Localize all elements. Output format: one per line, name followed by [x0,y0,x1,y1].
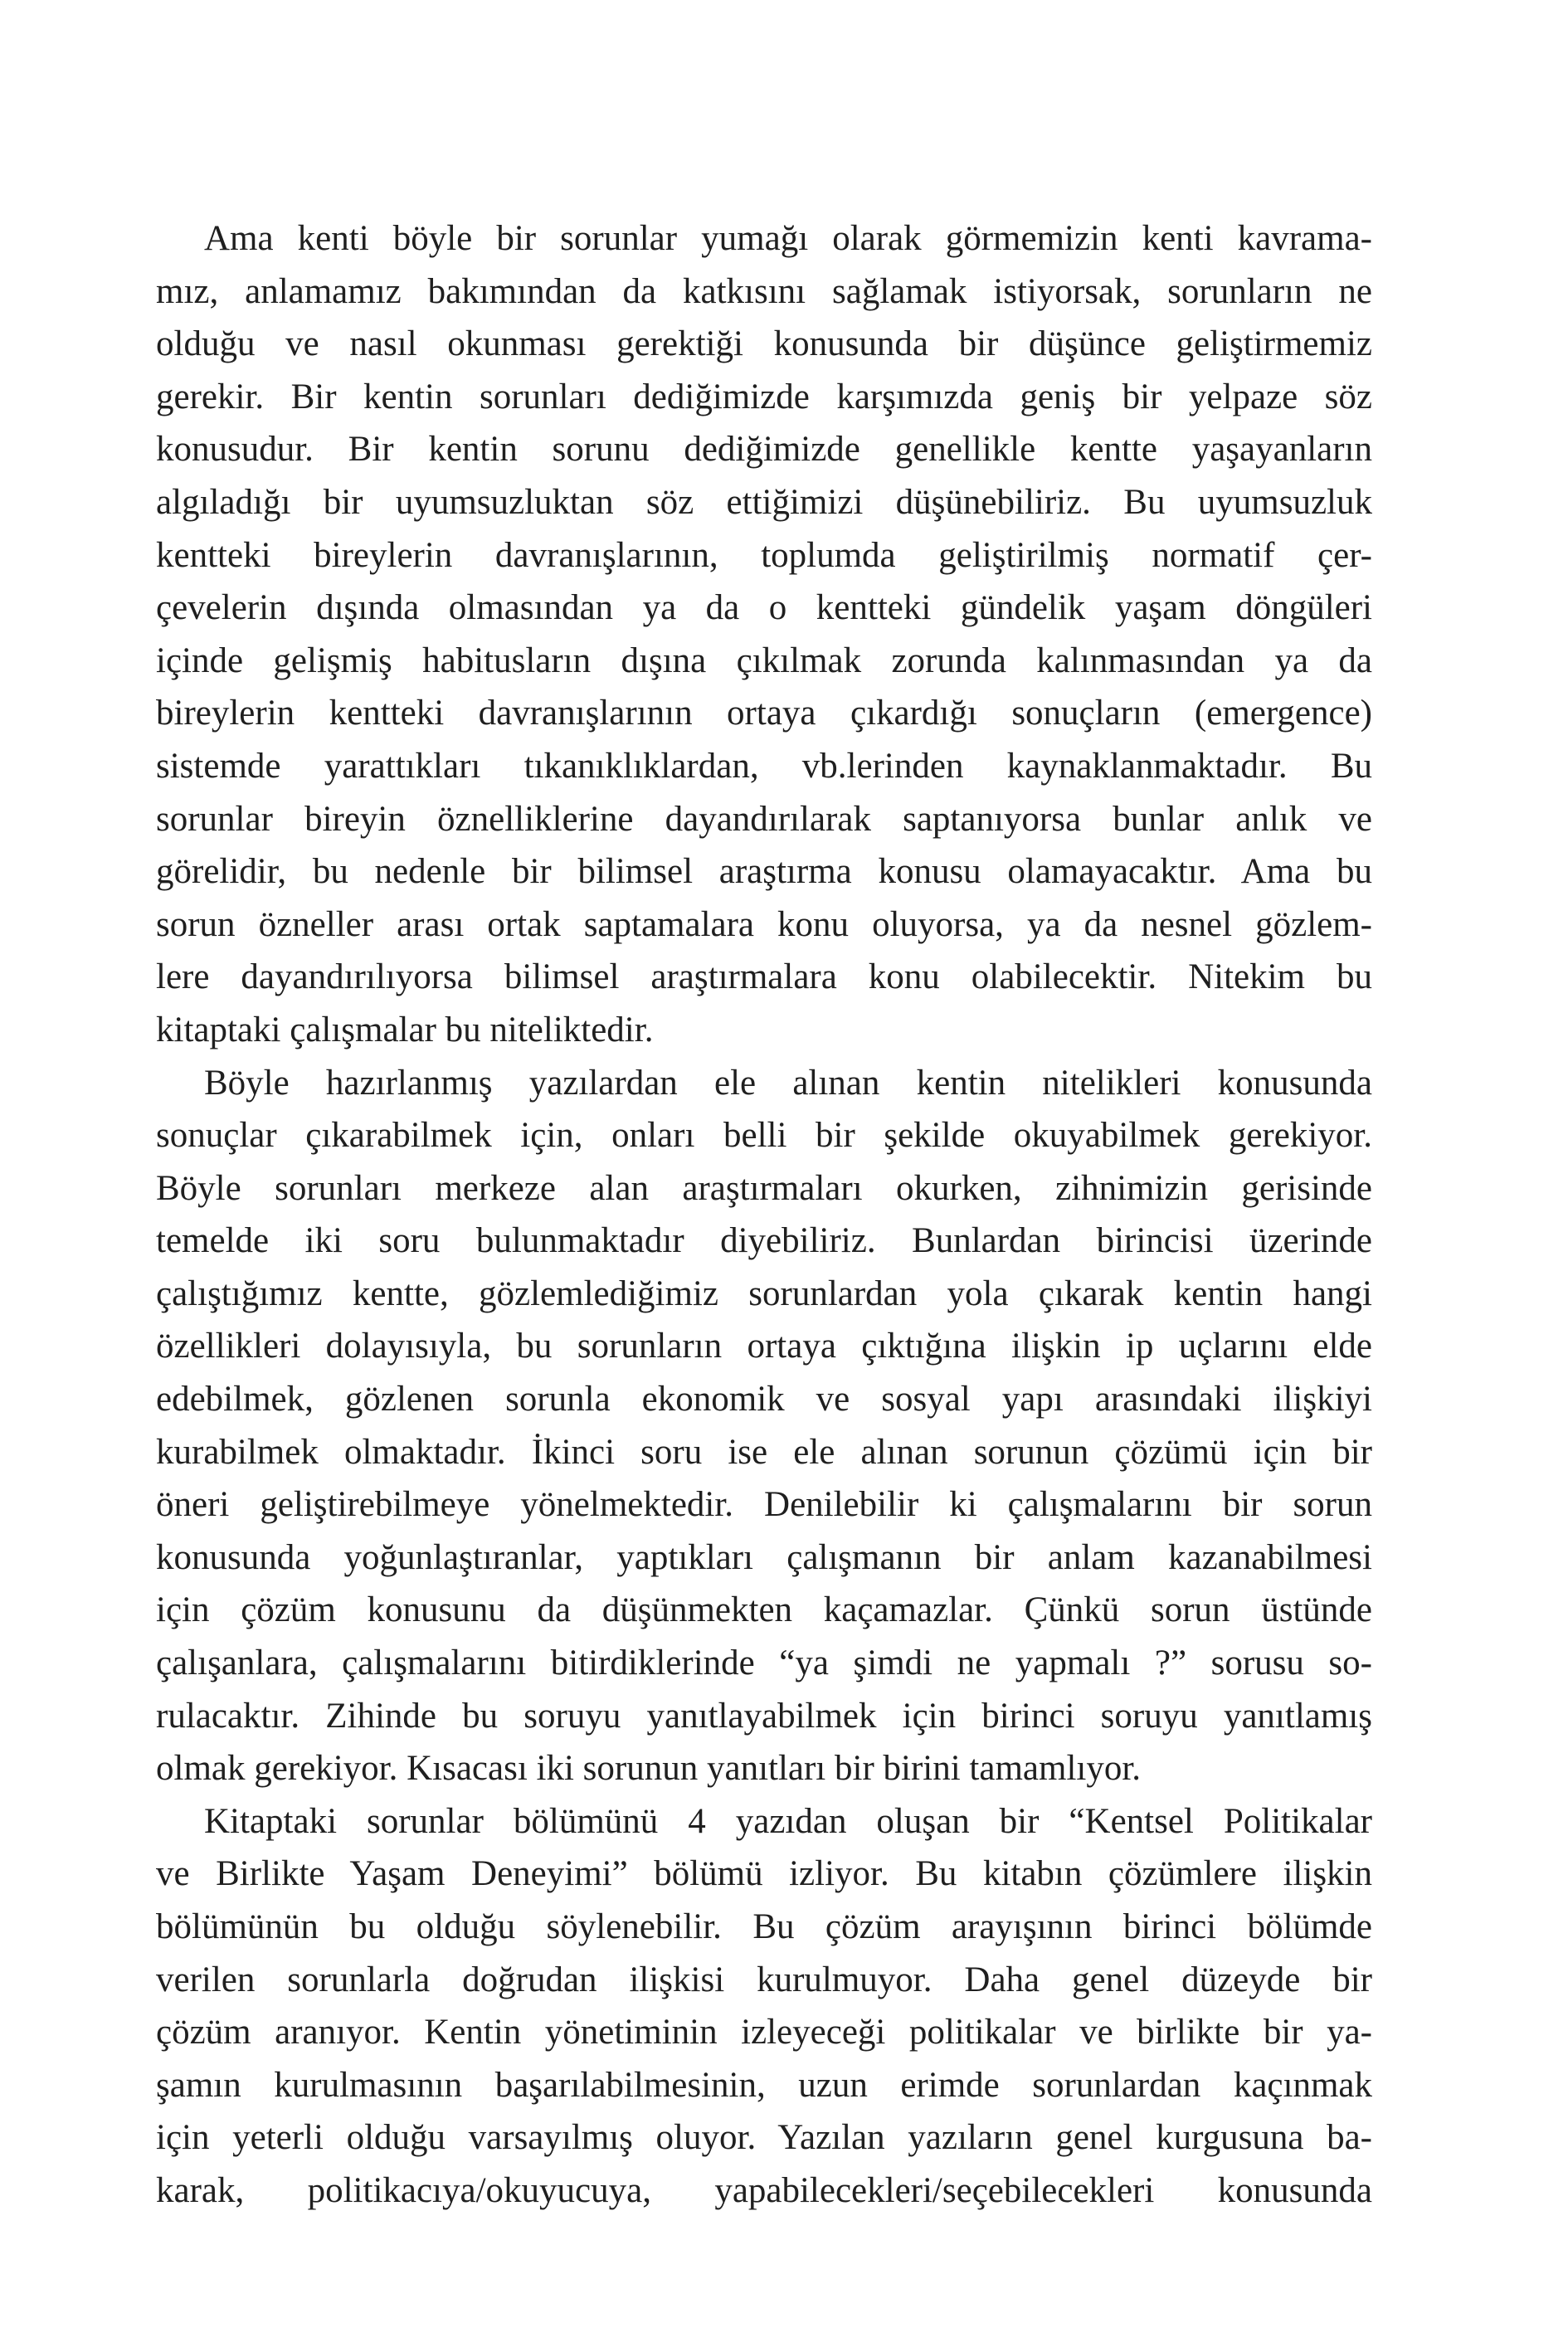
text-line: ve Birlikte Yaşam Deneyimi” bölümü izliyor. Bu kitabın çözümlere ilişkin [156,1854,1372,1894]
text-line: Böyle sorunları merkeze alan araştırmaları okurken, zihnimizin gerisinde [156,1168,1372,1208]
text-line: gerekir. Bir kentin sorunları dediğimizde karşımızda geniş bir yelpaze söz [156,377,1372,416]
text-line: konusunda yoğunlaştıranlar, yaptıkları çalışmanın bir anlam kazanabilmesi [156,1537,1372,1577]
text-line: edebilmek, gözlenen sorunla ekonomik ve sosyal yapı arasındaki ilişkiyi [156,1380,1372,1419]
text-line: Ama kenti böyle bir sorunlar yumağı olarak görmemizin kenti kavrama- [204,219,1372,258]
text-line: mız, anlamamız bakımından da katkısını sağlamak istiyorsak, sorunların ne [156,271,1372,311]
text-line: şamın kurulmasının başarılabilmesinin, uzun erimde sorunlardan kaçınmak [156,2065,1372,2105]
text-line: görelidir, bu nedenle bir bilimsel araştırma konusu olamayacaktır. Ama bu [156,852,1372,892]
text-line: karak, politikacıya/okuyucuya, yapabilecekleri/seçebilecekleri konusunda [156,2170,1372,2210]
paragraph-3 [156,1795,1372,2218]
text-line: olmak gerekiyor. Kısacası iki sorunun yanıtları bir birini tamamlıyor. [156,1749,1142,1789]
text-line: sistemde yarattıkları tıkanıklıklardan, vb.lerinden kaynaklanmaktadır. Bu [156,746,1372,786]
text-line: Böyle hazırlanmış yazılardan ele alınan kentin nitelikleri konusunda [204,1063,1372,1103]
text-line: verilen sorunlarla doğrudan ilişkisi kurulmuyor. Daha genel düzeyde bir [156,1960,1372,1999]
text-line: için yeterli olduğu varsayılmış oluyor. Yazılan yazıların genel kurgusuna ba- [156,2118,1372,2158]
text-line: lere dayandırılıyorsa bilimsel araştırmalara konu olabilecektir. Nitekim bu [156,957,1372,997]
text-line: çözüm aranıyor. Kentin yönetiminin izleyeceği politikalar ve birlikte bir ya- [156,2013,1372,2053]
book-page-body [156,212,1372,2218]
text-line: öneri geliştirebilmeye yönelmektedir. Denilebilir ki çalışmalarını bir sorun [156,1485,1372,1525]
text-line: özellikleri dolayısıyla, bu sorunların ortaya çıktığına ilişkin ip uçlarını elde [156,1327,1372,1366]
text-line: kurabilmek olmaktadır. İkinci soru ise ele alınan sorunun çözümü için bir [156,1432,1372,1472]
text-line: konusudur. Bir kentin sorunu dediğimizde genellikle kentte yaşayanların [156,430,1372,470]
paragraph-2 [156,1057,1372,1795]
text-line: Kitaptaki sorunlar bölümünü 4 yazıdan oluşan bir “Kentsel Politikalar [204,1801,1372,1841]
text-line: bireylerin kentteki davranışlarının ortaya çıkardığı sonuçların (emergence) [156,694,1372,733]
text-line: bölümünün bu olduğu söylenebilir. Bu çözüm arayışının birinci bölümde [156,1907,1372,1946]
text-line: içinde gelişmiş habitusların dışına çıkılmak zorunda kalınmasından ya da [156,640,1372,680]
text-line: çalıştığımız kentte, gözlemlediğimiz sorunlardan yola çıkarak kentin hangi [156,1273,1372,1313]
text-line: çalışanlara, çalışmalarını bitirdiklerinde “ya şimdi ne yapmalı ?” sorusu so- [156,1643,1372,1683]
text-line: sorun özneller arası ortak saptamalara konu oluyorsa, ya da nesnel gözlem- [156,904,1372,944]
text-line: sorunlar bireyin öznelliklerine dayandırılarak saptanıyorsa bunlar anlık ve [156,799,1372,839]
text-line: algıladığı bir uyumsuzluktan söz ettiğimizi düşünebiliriz. Bu uyumsuzluk [156,482,1372,522]
text-line: kentteki bireylerin davranışlarının, toplumda geliştirilmiş normatif çer- [156,535,1372,575]
text-line: rulacaktır. Zihinde bu soruyu yanıtlayabilmek için birinci soruyu yanıtlamış [156,1696,1372,1736]
text-line: temelde iki soru bulunmaktadır diyebiliriz. Bunlardan birincisi üzerinde [156,1221,1372,1261]
text-line: olduğu ve nasıl okunması gerektiği konusunda bir düşünce geliştirmemiz [156,324,1372,364]
text-line: sonuçlar çıkarabilmek için, onları belli bir şekilde okuyabilmek gerekiyor. [156,1116,1372,1156]
text-line: çevelerin dışında olmasından ya da o kentteki gündelik yaşam döngüleri [156,588,1372,628]
paragraph-1 [156,212,1372,1057]
text-line: için çözüm konusunu da düşünmekten kaçamazlar. Çünkü sorun üstünde [156,1590,1372,1630]
text-line: kitaptaki çalışmalar bu niteliktedir. [156,1010,654,1049]
